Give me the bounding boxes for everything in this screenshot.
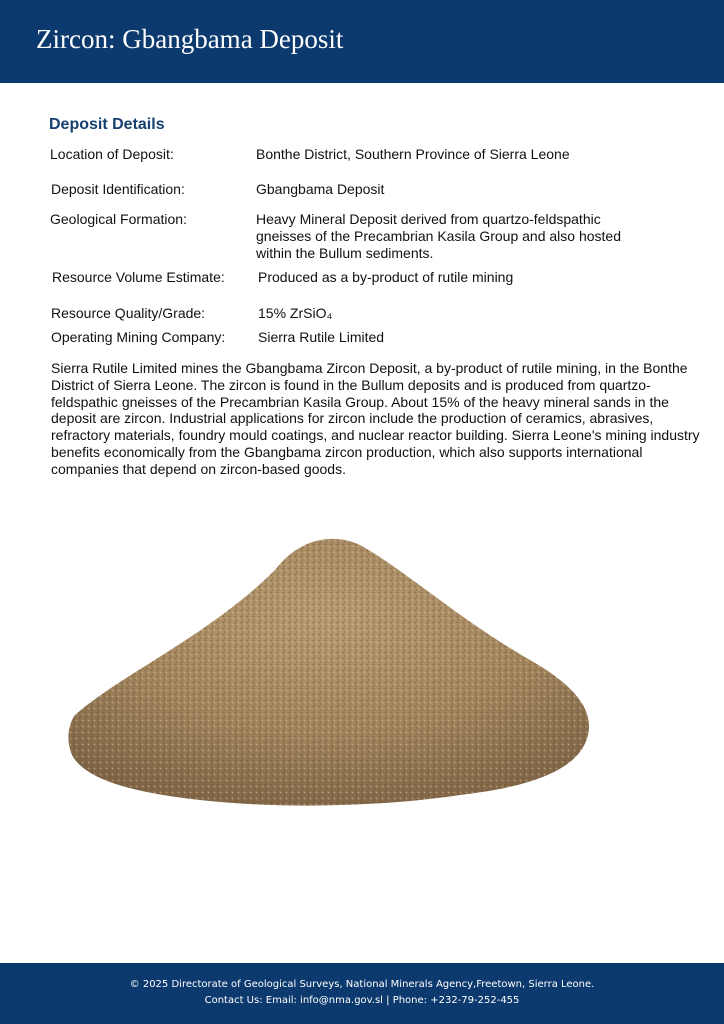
page-title: Zircon: Gbangbama Deposit xyxy=(36,24,344,54)
zircon-sand-pile-image xyxy=(60,525,600,815)
deposit-details-heading: Deposit Details xyxy=(49,116,165,133)
footer-copyright: © 2025 Directorate of Geological Surveys, National Minerals Agency,Freetown, Sierra Leone. xyxy=(129,979,595,990)
quality-grade-label: Resource Quality/Grade: xyxy=(51,305,206,321)
quality-grade-value: 15% ZrSiO₄ xyxy=(258,305,333,321)
deposit-description: Sierra Rutile Limited mines the Gbangbama Zircon Deposit, a by-product of rutile mining, in the Bonthe District of Sierra Leone. The zircon is found in the Bullum deposits and is produced from quartzo-feldspathic gneisses of the Precambrian Kasila Group. About 15% of the heavy mineral sands in the deposit are zircon. Industrial applications for zircon include the production of ceramics, abrasives, refractory materials, foundry mould coatings, and nuclear reactor building. Sierra Leone's mining industry benefits economically from the Gbangbama zircon production, which also supports international companies that depend on zircon-based goods. xyxy=(51,360,700,477)
identification-value: Gbangbama Deposit xyxy=(256,181,385,197)
footer-contact: Contact Us: Email: info@nma.gov.sl | Phone: +232-79-252-455 xyxy=(204,995,520,1006)
geological-formation-label: Geological Formation: xyxy=(50,211,187,227)
identification-label: Deposit Identification: xyxy=(51,181,185,197)
location-label: Location of Deposit: xyxy=(50,146,174,162)
page-header xyxy=(0,0,724,83)
resource-volume-label: Resource Volume Estimate: xyxy=(52,269,225,285)
operating-company-label: Operating Mining Company: xyxy=(51,329,226,345)
page-footer xyxy=(0,963,724,1024)
location-value: Bonthe District, Southern Province of Sierra Leone xyxy=(256,146,570,162)
operating-company-value: Sierra Rutile Limited xyxy=(258,329,385,345)
resource-volume-value: Produced as a by-product of rutile mining xyxy=(258,269,514,285)
geological-formation-value: Heavy Mineral Deposit derived from quartzo-feldspathic gneisses of the Precambrian Kasila Group and also hosted within the Bullum sediments. xyxy=(256,211,621,261)
